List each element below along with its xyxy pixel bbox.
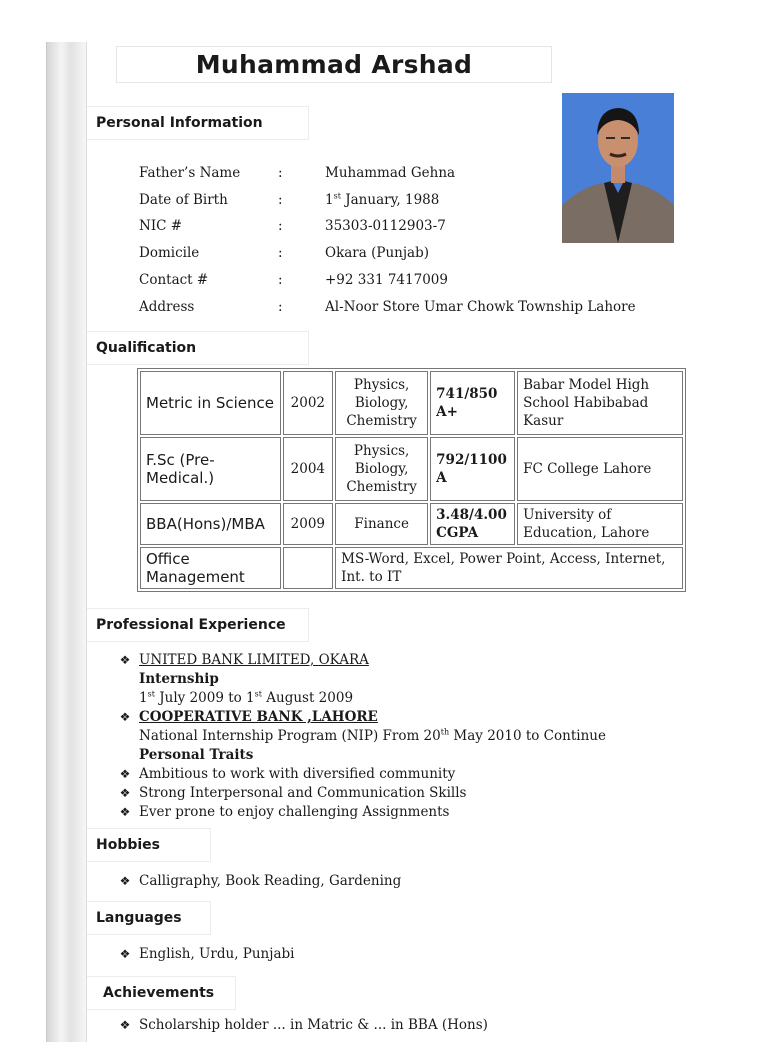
table-row — [140, 437, 683, 501]
subjects-cell: Physics, Biology, Chemistry — [335, 437, 428, 501]
date-part: August 2009 — [261, 690, 354, 706]
trait-text: Strong Interpersonal and Communication Skills — [139, 785, 467, 801]
diamond-bullet-icon: ❖ — [119, 947, 131, 961]
info-value: 35303-0112903-7 — [325, 218, 446, 234]
desc-part: National Internship Program (NIP) From 20 — [139, 728, 441, 744]
page-shadow-edge — [46, 42, 87, 1042]
marks-cell: 3.48/4.00 CGPA — [430, 503, 515, 545]
languages-text: English, Urdu, Punjabi — [139, 946, 295, 962]
section-achievements: Achievements — [87, 976, 236, 1010]
qualification-table — [137, 368, 686, 592]
info-colon: : — [278, 299, 283, 315]
achievement-text: Scholarship holder ... in Matric & ... in BBA (Hons) — [139, 1017, 488, 1033]
info-colon: : — [278, 245, 283, 261]
info-label: NIC # — [139, 218, 183, 234]
job-description — [139, 727, 606, 745]
subjects-cell: Finance — [335, 503, 428, 545]
institute-cell: Babar Model High School Habibabad Kasur — [517, 371, 683, 435]
trait-text: Ever prone to enjoy challenging Assignments — [139, 804, 450, 820]
marks-cell: 792/1100 A — [430, 437, 515, 501]
diamond-bullet-icon: ❖ — [119, 767, 131, 781]
year-cell: 2002 — [283, 371, 334, 435]
employer-cooperative: COOPERATIVE BANK ,LAHORE — [139, 709, 378, 725]
job-dates — [139, 689, 353, 707]
traits-heading: Personal Traits — [139, 747, 254, 763]
section-hobbies: Hobbies — [87, 828, 211, 862]
date-part: July 2009 to 1 — [154, 690, 255, 706]
date-suffix: st — [147, 689, 155, 699]
employer-ubl: UNITED BANK LIMITED, OKARA — [139, 652, 369, 668]
candidate-name: Muhammad Arshad — [116, 46, 552, 83]
job-role: Internship — [139, 671, 219, 687]
dob-day: 1 — [325, 192, 334, 208]
table-row — [140, 547, 683, 589]
dob-suffix: st — [333, 191, 341, 201]
section-qualification: Qualification — [87, 331, 309, 365]
section-professional-experience: Professional Experience — [87, 608, 309, 642]
year-cell — [283, 547, 334, 589]
year-cell: 2004 — [283, 437, 334, 501]
year-cell: 2009 — [283, 503, 334, 545]
institute-cell: University of Education, Lahore — [517, 503, 683, 545]
info-label: Date of Birth — [139, 192, 228, 208]
info-value: Muhammad Gehna — [325, 165, 456, 181]
date-suffix: st — [254, 689, 262, 699]
subjects-cell: Physics, Biology, Chemistry — [335, 371, 428, 435]
info-value: Okara (Punjab) — [325, 245, 429, 261]
diamond-bullet-icon: ❖ — [119, 653, 131, 667]
degree-cell: BBA(Hons)/MBA — [140, 503, 281, 545]
trait-text: Ambitious to work with diversified community — [139, 766, 456, 782]
degree-cell: Office Management — [140, 547, 281, 589]
info-value — [325, 190, 439, 210]
institute-cell: FC College Lahore — [517, 437, 683, 501]
info-colon: : — [278, 272, 283, 288]
diamond-bullet-icon: ❖ — [119, 786, 131, 800]
diamond-bullet-icon: ❖ — [119, 874, 131, 888]
profile-photo — [562, 93, 674, 243]
desc-suffix: th — [440, 727, 450, 737]
desc-part: May 2010 to Continue — [449, 728, 606, 744]
info-value: +92 331 7417009 — [325, 272, 448, 288]
hobbies-text: Calligraphy, Book Reading, Gardening — [139, 873, 402, 889]
person-portrait-icon — [562, 93, 674, 243]
info-value: Al-Noor Store Umar Chowk Township Lahore — [325, 299, 636, 315]
section-languages: Languages — [87, 901, 211, 935]
info-colon: : — [278, 165, 283, 181]
table-row — [140, 371, 683, 435]
diamond-bullet-icon: ❖ — [119, 710, 131, 724]
page-divider — [86, 42, 87, 1042]
degree-cell: F.Sc (Pre-Medical.) — [140, 437, 281, 501]
info-label: Domicile — [139, 245, 200, 261]
section-personal-information: Personal Information — [87, 106, 309, 140]
info-label: Father’s Name — [139, 165, 241, 181]
details-cell: MS-Word, Excel, Power Point, Access, Internet, Int. to IT — [335, 547, 683, 589]
info-colon: : — [278, 218, 283, 234]
dob-rest: January, 1988 — [340, 192, 440, 208]
table-row — [140, 503, 683, 545]
diamond-bullet-icon: ❖ — [119, 1018, 131, 1032]
info-label: Address — [139, 299, 195, 315]
diamond-bullet-icon: ❖ — [119, 805, 131, 819]
degree-cell: Metric in Science — [140, 371, 281, 435]
info-colon: : — [278, 192, 283, 208]
date-part: 1 — [139, 690, 148, 706]
marks-cell: 741/850 A+ — [430, 371, 515, 435]
info-label: Contact # — [139, 272, 209, 288]
